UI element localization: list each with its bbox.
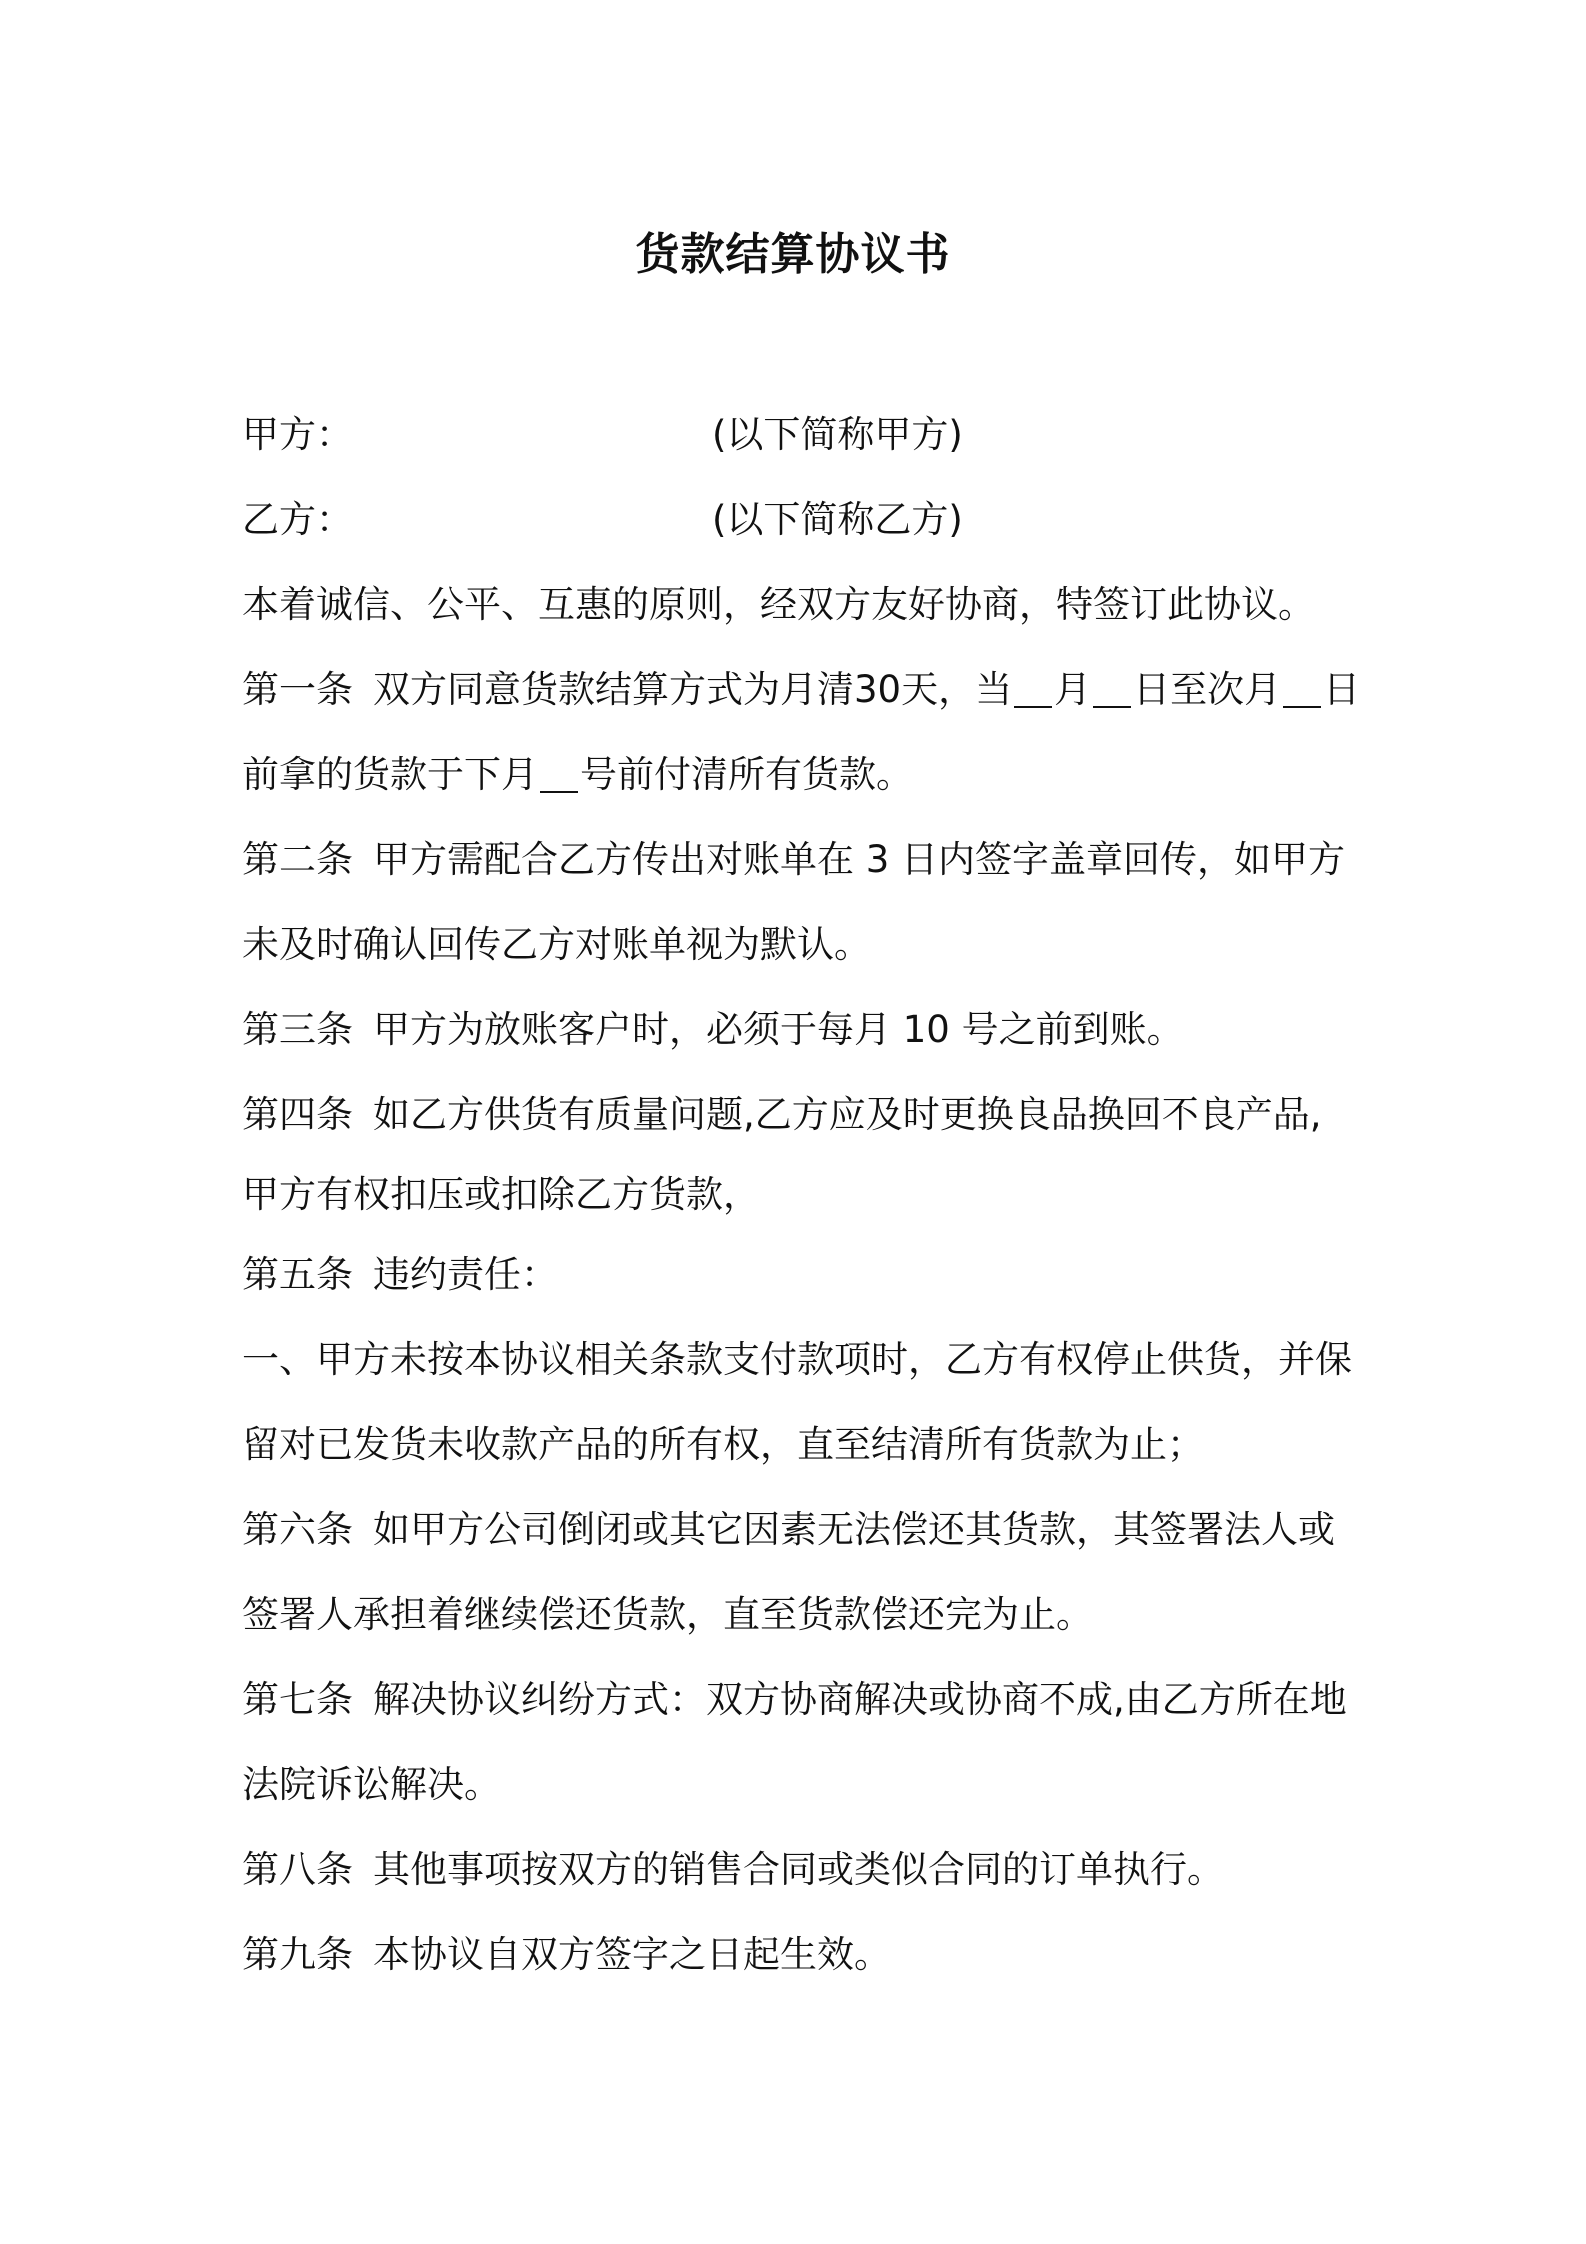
article-7-line-1: [242, 1675, 1362, 1725]
article-5-item-1-line-2: 留对已发货未收款产品的所有权，直至结清所有货款为止；: [242, 1423, 1204, 1466]
article-3: [242, 1005, 1362, 1055]
article-5-item-1-line-1: 一、甲方未按本协议相关条款支付款项时，乙方有权停止供货，并保: [242, 1338, 1352, 1381]
article-6-line-2: 签署人承担着继续偿还货款，直至货款偿还完为止。: [242, 1593, 1093, 1636]
article-1-text-a: 双方同意货款结算方式为月清30天，当: [373, 668, 1013, 711]
article-4-label: 第四条: [242, 1093, 353, 1136]
article-7-text-1: 解决协议纠纷方式：双方协商解决或协商不成,由乙方所在地: [373, 1678, 1347, 1721]
article-2-line-1: [242, 835, 1362, 885]
party-b-note: (以下简称乙方): [712, 498, 963, 541]
month-blank: [1014, 670, 1052, 708]
article-3-label: 第三条: [242, 1008, 353, 1051]
article-1-text-b: 月: [1054, 668, 1092, 711]
article-4-line-1: [242, 1090, 1362, 1140]
article-1-text-d: 日: [1323, 668, 1361, 711]
article-1-text-f: 号前付清所有货款。: [580, 753, 913, 796]
article-8: [242, 1845, 1362, 1895]
article-1-label: 第一条: [242, 668, 353, 711]
article-5-label: 第五条: [242, 1253, 353, 1296]
article-4-line-2: 甲方有权扣压或扣除乙方货款，: [242, 1173, 760, 1216]
article-2-text-1: 甲方需配合乙方传出对账单在 3 日内签字盖章回传，如甲方: [373, 838, 1346, 881]
article-2-line-2: 未及时确认回传乙方对账单视为默认。: [242, 923, 871, 966]
article-9-text: 本协议自双方签字之日起生效。: [373, 1933, 891, 1976]
article-1-text-e: 前拿的货款于下月: [242, 753, 538, 796]
party-a-note: (以下简称甲方): [712, 413, 963, 456]
article-7-line-2: 法院诉讼解决。: [242, 1763, 501, 1806]
intro-paragraph: 本着诚信、公平、互惠的原则，经双方友好协商，特签订此协议。: [242, 583, 1315, 626]
article-8-label: 第八条: [242, 1848, 353, 1891]
article-1-text-c: 日至次月: [1133, 668, 1282, 711]
article-9-label: 第九条: [242, 1933, 353, 1976]
article-8-text: 其他事项按双方的销售合同或类似合同的订单执行。: [373, 1848, 1224, 1891]
due-date-blank: [540, 755, 578, 793]
party-b-label: 乙方：: [242, 498, 353, 541]
day-blank: [1093, 670, 1131, 708]
article-5: [242, 1250, 1362, 1300]
article-7-label: 第七条: [242, 1678, 353, 1721]
article-4-text-1: 如乙方供货有质量问题,乙方应及时更换良品换回不良产品,: [373, 1093, 1322, 1136]
next-day-blank: [1283, 670, 1321, 708]
article-5-text: 违约责任：: [373, 1253, 558, 1296]
article-9: [242, 1930, 1362, 1980]
article-6-line-1: [242, 1505, 1362, 1555]
article-6-text-1: 如甲方公司倒闭或其它因素无法偿还其货款，其签署法人或: [373, 1508, 1335, 1551]
article-1-line-2: [242, 750, 1362, 800]
article-6-label: 第六条: [242, 1508, 353, 1551]
article-2-label: 第二条: [242, 838, 353, 881]
party-a-label: 甲方：: [242, 413, 353, 456]
article-3-text: 甲方为放账客户时，必须于每月 10 号之前到账。: [373, 1008, 1184, 1051]
document-title: 货款结算协议书: [635, 229, 951, 280]
article-1-line-1: [242, 665, 1362, 715]
